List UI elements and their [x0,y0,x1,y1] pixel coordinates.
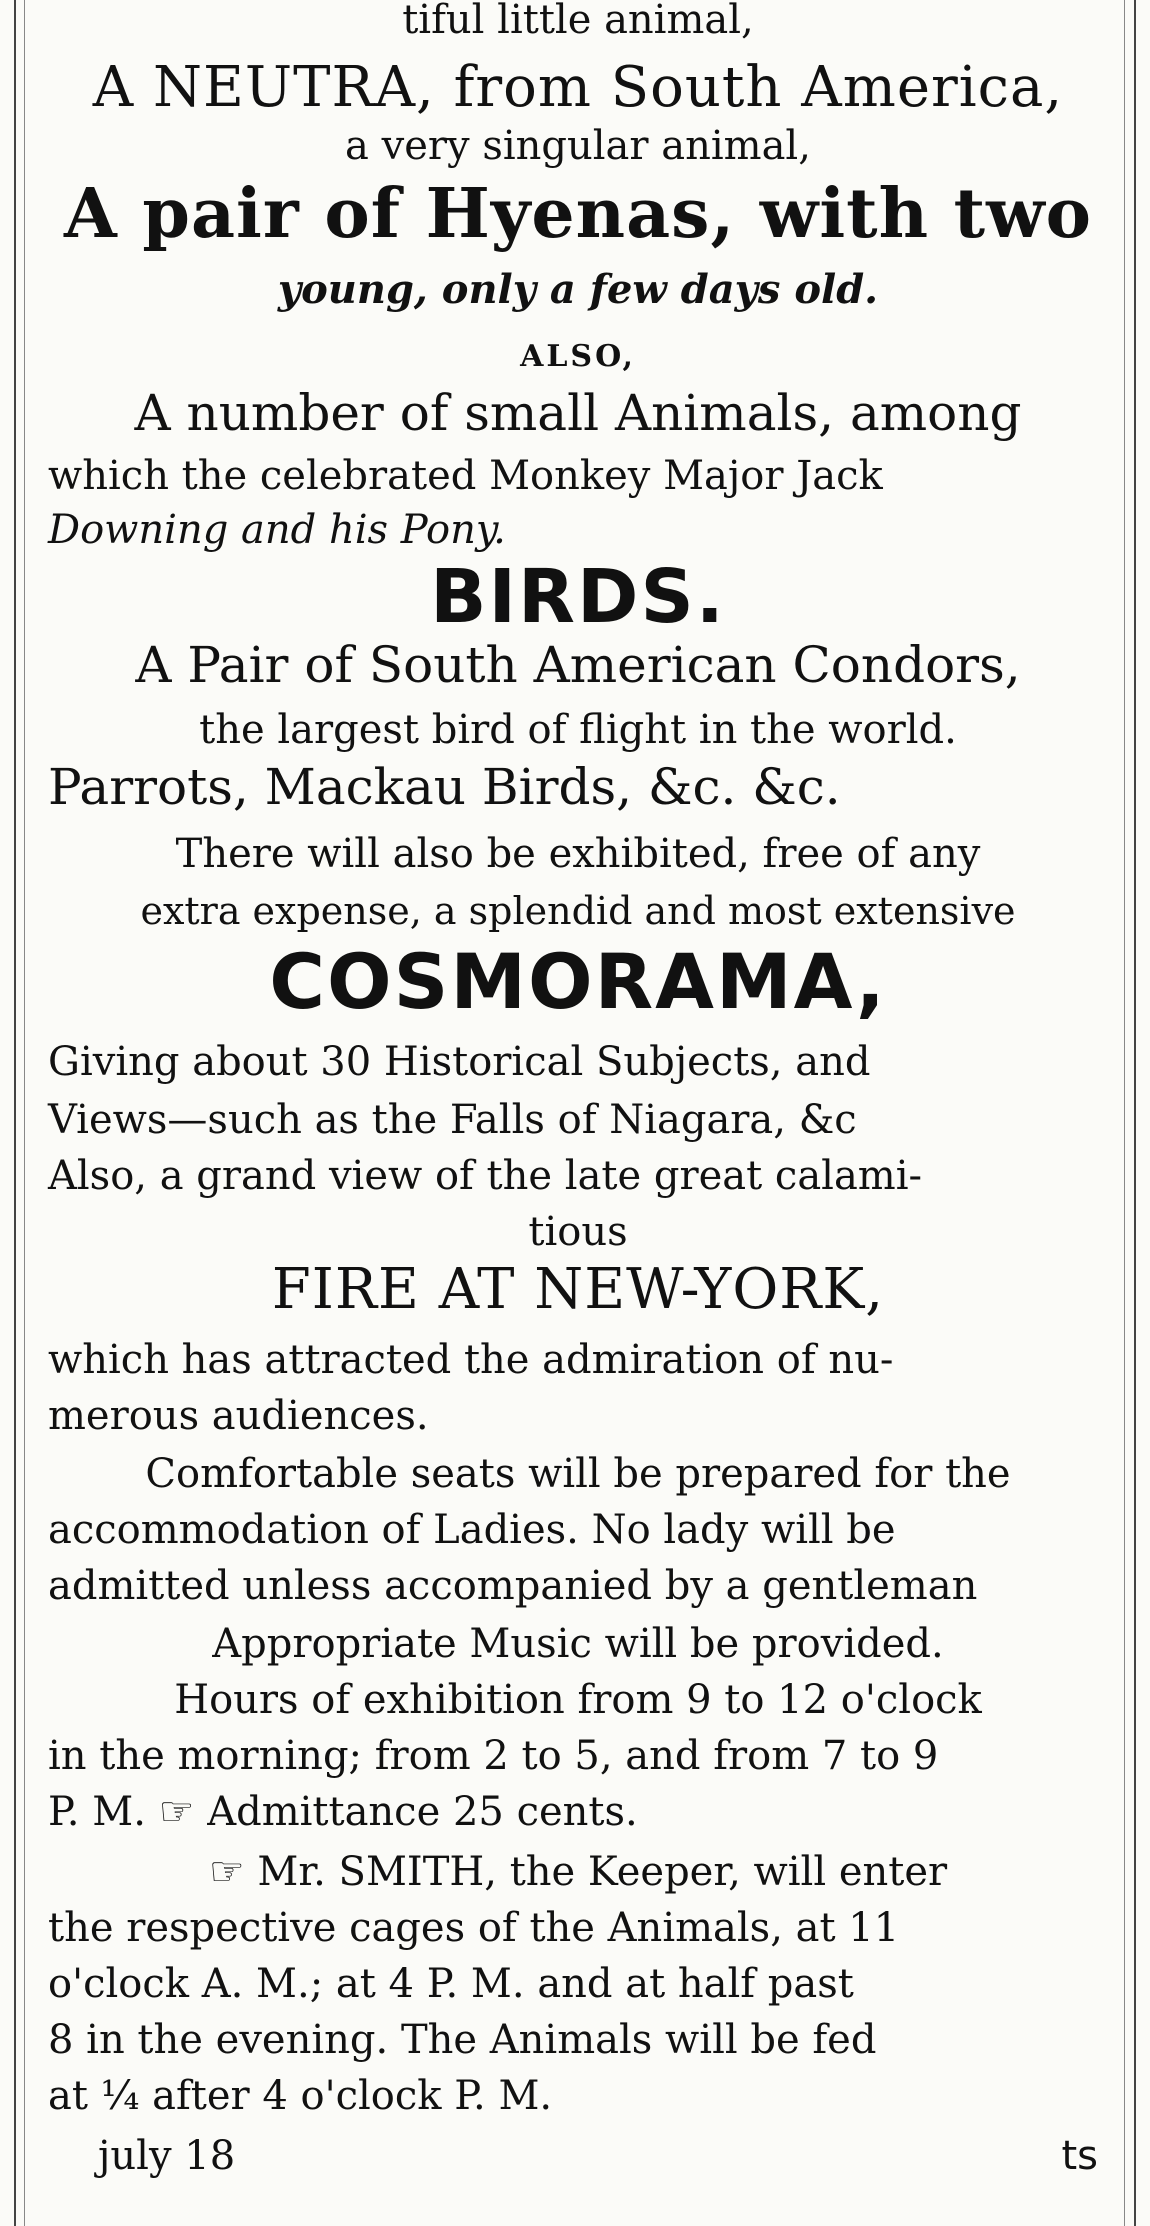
column-rule-left [14,0,16,2226]
line-hours: Hours of exhibition from 9 to 12 o'clock [174,1677,982,1723]
line-comfortable-seats: Comfortable seats will be prepared for the [145,1451,1011,1497]
line-tiful-little-animal: tiful little animal, [402,0,754,43]
line-oclock: o'clock A. M.; at 4 P. M. and at half past [48,1961,854,2007]
footer-date: july 18 [98,2133,236,2179]
line-neutra: A NEUTRA, from South America, [92,55,1064,120]
line-tious: tious [528,1209,628,1255]
line-also-exhibited: There will also be exhibited, free of any [175,831,981,877]
line-parrots: Parrots, Mackau Birds, &c. &c. [48,758,841,816]
line-singular-animal: a very singular animal, [345,123,811,169]
line-admitted: admitted unless accompanied by a gentleman [48,1563,978,1609]
footer-mark: ts [1061,2133,1098,2179]
fire-new-york-heading: FIRE AT NEW-YORK, [271,1257,885,1322]
line-music: Appropriate Music will be provided. [212,1621,944,1667]
line-audiences: merous audiences. [48,1393,429,1439]
column-rule-right [1134,0,1136,2226]
line-largest-bird: the largest bird of flight in the world. [199,707,957,753]
line-small-animals: A number of small Animals, among [134,384,1022,442]
cosmorama-heading: COSMORAMA, [269,937,887,1026]
line-historical-subjects: Giving about 30 Historical Subjects, and [48,1039,871,1085]
line-cages: the respective cages of the Animals, at 11 [48,1905,900,1951]
line-young-few-days: young, only a few days old. [277,266,879,313]
footer-row [48,2133,1108,2179]
line-accommodation: accommodation of Ladies. No lady will be [48,1507,896,1553]
birds-heading: BIRDS. [430,554,726,640]
line-pair-of-hyenas: A pair of Hyenas, with two [63,174,1092,254]
column-rule-right-inner [1124,0,1125,2226]
line-downing-pony: Downing and his Pony. [48,507,506,553]
line-admiration: which has attracted the admiration of nu- [48,1337,894,1383]
line-keeper: ☞ Mr. SMITH, the Keeper, will enter [208,1849,948,1895]
line-evening: 8 in the evening. The Animals will be fed [48,2017,877,2063]
line-also-heading: ALSO, [520,339,636,374]
line-morning: in the morning; from 2 to 5, and from 7 to 9 [48,1733,939,1779]
line-fed: at ¼ after 4 o'clock P. M. [48,2073,553,2119]
line-extra-expense: extra expense, a splendid and most extensive [140,889,1016,933]
line-grand-view: Also, a grand view of the late great calami- [48,1153,923,1199]
line-condors: A Pair of South American Condors, [135,636,1021,694]
column-rule-left-inner [24,0,25,2226]
line-celebrated-monkey: which the celebrated Monkey Major Jack [48,453,883,499]
line-admittance: P. M. ☞ Admittance 25 cents. [48,1789,638,1835]
line-falls-of-niagara: Views—such as the Falls of Niagara, &c [48,1097,857,1143]
